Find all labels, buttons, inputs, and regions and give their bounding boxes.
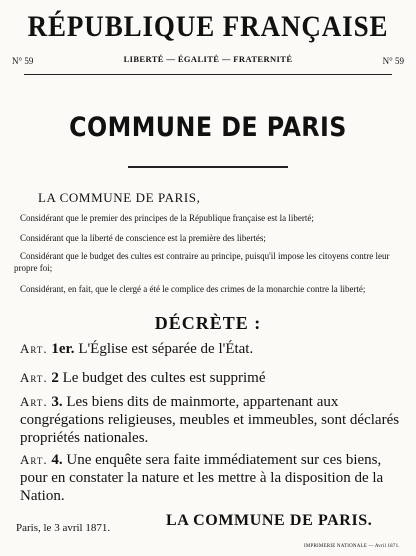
article-text: Les biens dits de mainmorte, appartenant aux congrégations religieuses, meubles et immeubles, sont déclarés propriétés nationales. bbox=[20, 394, 400, 446]
decree-heading: DÉCRÈTE : bbox=[154, 313, 262, 333]
republic-title: RÉPUBLIQUE FRANÇAISE bbox=[27, 10, 389, 43]
consideration-1: Considérant que le premier des principes de la République française est la liberté; bbox=[20, 213, 314, 223]
header-divider bbox=[24, 74, 392, 75]
article-label: Art. bbox=[20, 370, 48, 385]
title-divider bbox=[128, 166, 288, 168]
issuer: LA COMMUNE DE PARIS, bbox=[38, 190, 201, 205]
consideration-2: Considérant que la liberté de conscience est la première des libertés; bbox=[20, 233, 266, 243]
motto: LIBERTÉ — ÉGALITÉ — FRATERNITÉ bbox=[123, 54, 293, 64]
consideration-3: Considérant que le budget des cultes est contraire au principe, puisqu'il impose les citoyens contre leur propre foi; bbox=[14, 251, 390, 273]
article-number: 1er. bbox=[51, 341, 75, 357]
article-4 bbox=[20, 451, 406, 505]
date-line: Paris, le 3 avril 1871. bbox=[16, 522, 111, 534]
article-text: Une enquête sera faite immédiatement sur ces biens, pour en constater la nature et les mettre à la disposition de la Nation. bbox=[20, 452, 384, 504]
article-text: Le budget des cultes est supprimé bbox=[62, 370, 266, 386]
article-3 bbox=[20, 393, 406, 447]
poster-number-left: N° 59 bbox=[12, 56, 34, 66]
article-number: 4. bbox=[51, 452, 63, 468]
consideration-4: Considérant, en fait, que le clergé a été le complice des crimes de la monarchie contre la liberté; bbox=[20, 284, 366, 294]
article-1 bbox=[20, 340, 406, 358]
poster-number-right: N° 59 bbox=[382, 56, 404, 66]
article-2 bbox=[20, 369, 406, 387]
article-number: 2 bbox=[51, 370, 59, 386]
signature: LA COMMUNE DE PARIS. bbox=[166, 512, 373, 529]
article-number: 3. bbox=[51, 394, 63, 410]
printer-imprint: IMPRIMERIE NATIONALE — Avril 1871. bbox=[304, 544, 400, 549]
article-label: Art. bbox=[20, 452, 48, 467]
article-label: Art. bbox=[20, 341, 48, 356]
commune-title: COMMUNE DE PARIS bbox=[69, 112, 347, 143]
article-label: Art. bbox=[20, 394, 48, 409]
article-text: L'Église est séparée de l'État. bbox=[78, 341, 254, 357]
